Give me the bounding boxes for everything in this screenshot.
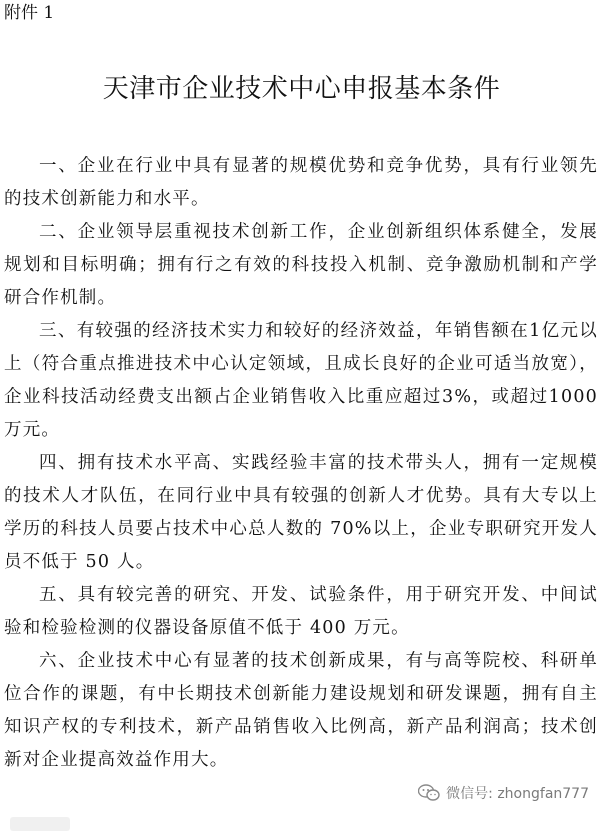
- paragraph-5: 五、具有较完善的研究、开发、试验条件，用于研究开发、中间试验和检验检测的仪器设备原值不低于 400 万元。: [4, 585, 598, 638]
- document-title: 天津市企业技术中心申报基本条件: [102, 74, 501, 104]
- paragraph-4: 四、拥有技术水平高、实践经验丰富的技术带头人，拥有一定规模的技术人才队伍，在同行业中具有较强的创新人才优势。具有大专以上学历的科技人员要占技术中心总人数的 70%以上，企业专职研究开发人员不低于 50 人。: [4, 453, 598, 572]
- document-body: [4, 150, 598, 777]
- wechat-watermark: [418, 783, 589, 803]
- paragraph-2: 二、企业领导层重视技术创新工作，企业创新组织体系健全，发展规划和目标明确；拥有行之有效的科技投入机制、竞争激励机制和产学研合作机制。: [4, 222, 598, 308]
- paragraph-6: 六、企业技术中心有显著的技术创新成果，有与高等院校、科研单位合作的课题，有中长期技术创新能力建设规划和研发课题，拥有自主知识产权的专利技术，新产品销售收入比例高，新产品利润高；技术创新对企业提高效益作用大。: [4, 651, 598, 770]
- attachment-label: 附件 1: [4, 3, 55, 23]
- blurred-logo: [10, 817, 70, 831]
- wechat-icon: [418, 784, 440, 802]
- watermark-text: 微信号: zhongfan777: [446, 786, 589, 802]
- paragraph-1: 一、企业在行业中具有显著的规模优势和竞争优势，具有行业领先的技术创新能力和水平。: [4, 156, 598, 209]
- paragraph-3: 三、有较强的经济技术实力和较好的经济效益，年销售额在1亿元以上（符合重点推进技术中心认定领域，且成长良好的企业可适当放宽），企业科技活动经费支出额占企业销售收入比重应超过3%，或超过1000万元。: [4, 321, 598, 440]
